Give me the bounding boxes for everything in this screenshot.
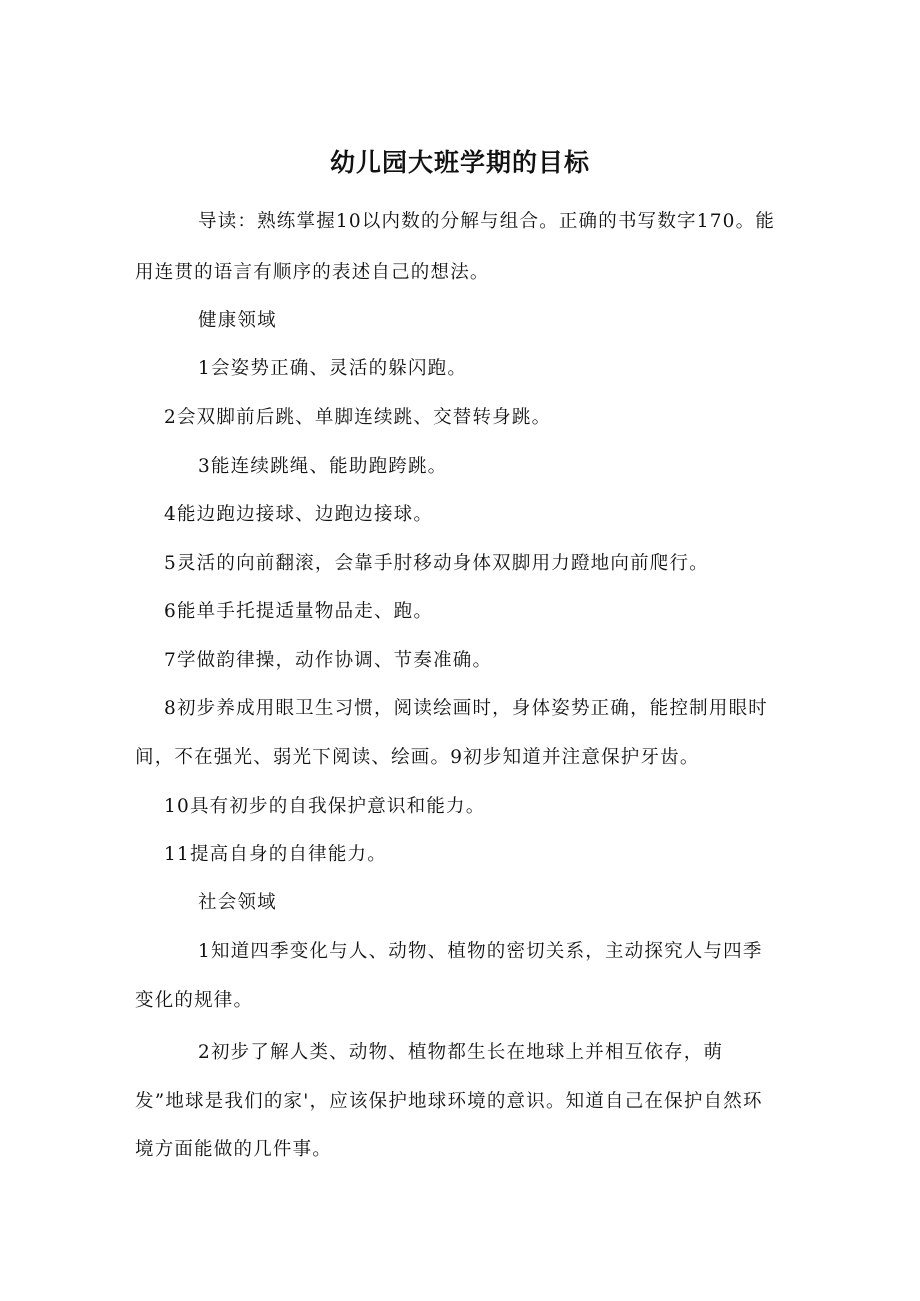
health-item-8-line-2: 间，不在强光、弱光下阅读、绘画。9初步知道并注意保护牙齿。 bbox=[135, 747, 700, 768]
health-item-5: 5灵活的向前翻滚，会靠手肘移动身体双脚用力蹬地向前爬行。 bbox=[164, 553, 709, 574]
health-item-4: 4能边跑边接球、边跑边接球。 bbox=[164, 504, 434, 525]
health-item-2: 2会双脚前后跳、单脚连续跳、交替转身跳。 bbox=[164, 407, 552, 428]
health-item-1: 1会姿势正确、灵活的躲闪跑。 bbox=[198, 358, 468, 379]
health-item-7: 7学做韵律操，动作协调、节奏准确。 bbox=[164, 650, 493, 671]
section-heading-social: 社会领域 bbox=[198, 892, 277, 913]
social-item-2-line-1: 2初步了解人类、动物、植物都生长在地球上并相互依存，萌 bbox=[198, 1042, 724, 1063]
health-item-11: 11提高自身的自律能力。 bbox=[164, 844, 387, 865]
social-item-1-line-1: 1知道四季变化与人、动物、植物的密切关系，主动探究人与四季 bbox=[198, 941, 763, 962]
health-item-3: 3能连续跳绳、能助跑跨跳。 bbox=[198, 456, 448, 477]
intro-line-2: 用连贯的语言有顺序的表述自己的想法。 bbox=[135, 262, 490, 283]
health-item-10: 10具有初步的自我保护意识和能力。 bbox=[164, 796, 486, 817]
social-item-1-line-2: 变化的规律。 bbox=[135, 990, 254, 1011]
document-title: 幼儿园大班学期的目标 bbox=[329, 148, 590, 177]
social-item-2-line-2: 发”地球是我们的家'，应该保护地球环境的意识。知道自己在保护自然环 bbox=[135, 1091, 763, 1112]
health-item-8-line-1: 8初步养成用眼卫生习惯，阅读绘画时，身体姿势正确，能控制用眼时 bbox=[164, 698, 768, 719]
social-item-2-line-3: 境方面能做的几件事。 bbox=[135, 1139, 333, 1160]
section-heading-health: 健康领域 bbox=[198, 310, 277, 331]
intro-line-1: 导读：熟练掌握10以内数的分解与组合。正确的书写数字170。能 bbox=[198, 211, 776, 232]
health-item-6: 6能单手托提适量物品走、跑。 bbox=[164, 601, 434, 622]
